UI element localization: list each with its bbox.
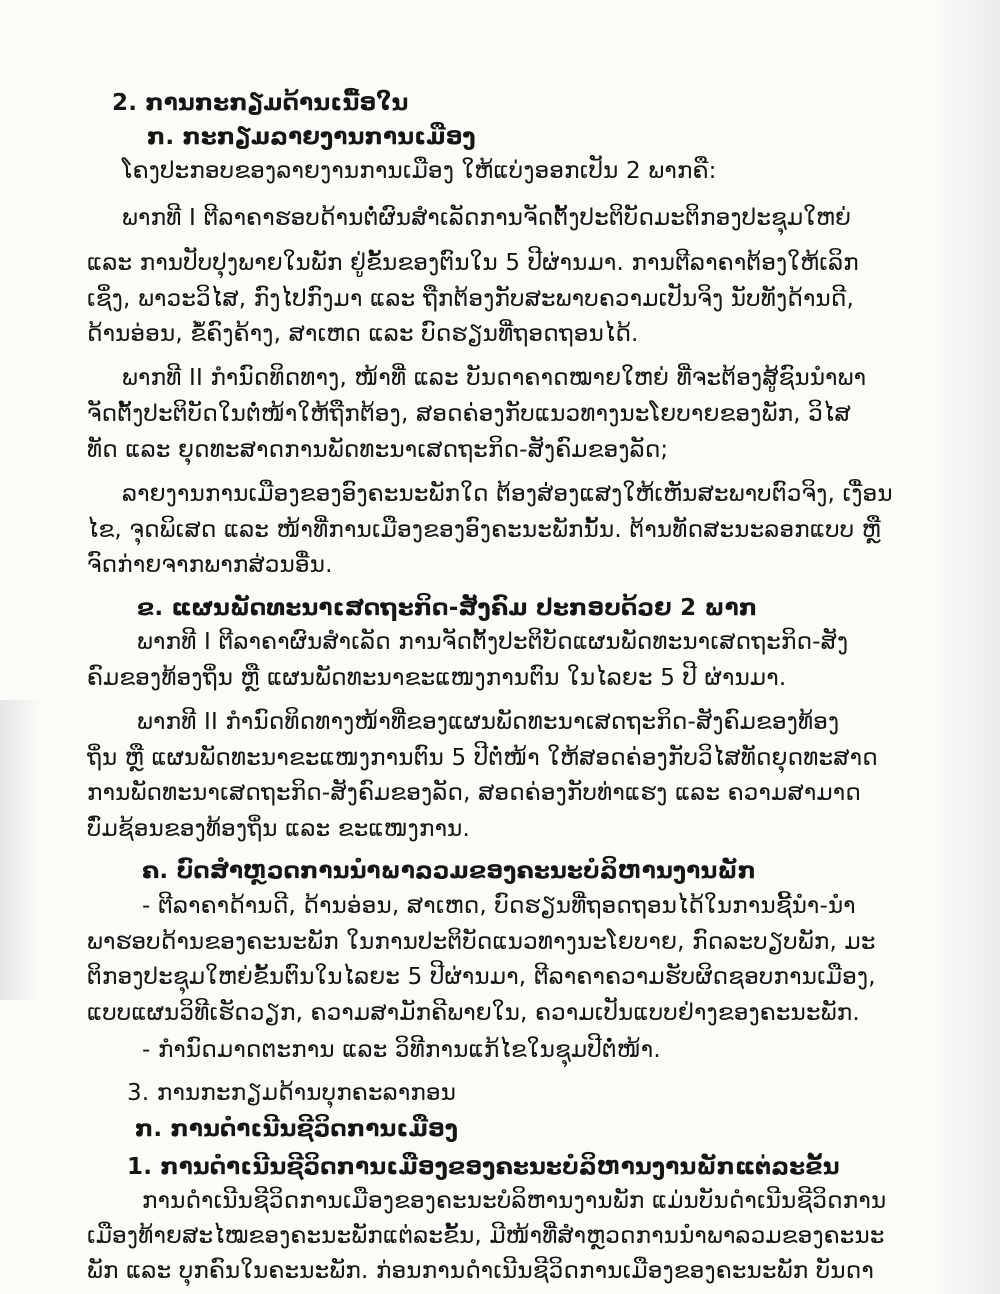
intro-text: ໂຄງປະກອບຂອງລາຍງານການເມືອງ ໃຫ້ແບ່ງອອກເປັນ 2 ພາກຄື: (122, 158, 717, 184)
paragraph-line: ພັກ ແລະ ບຸກຄົນໃນຄະນະພັກ. ກ່ອນການດຳເນີນຊີວິດການເມືອງຂອງຄະນະພັກ ບັນດາ (87, 1258, 874, 1284)
paragraph-line: ຕິກອງປະຊຸມໃຫຍ່ຂັ້ນຕົນໃນໄລຍະ 5 ປີຜ່ານມາ, ຕີລາຄາຄວາມຮັບຜິດຊອບການເມືອງ, (87, 964, 876, 990)
paragraph-line: ຖິ່ນ ຫຼື ແຜນພັດທະນາຂະແໜງການຕົນ 5 ປີຕໍ່ໜ້າ ໃຫ້ສອດຄ່ອງກັບວິໄສທັດຍຸດທະສາດ (87, 745, 878, 771)
paragraph-line: ຈົດກ່າຍຈາກພາກສ່ວນອື່ນ. (87, 552, 333, 578)
paragraph-line: ພາກທີ I ຕີລາຄາຮອບດ້ານຕໍ່ຜົນສຳເລັດການຈັດຕັ້ງປະຕິບັດມະຕິກອງປະຊຸມໃຫຍ່ (122, 205, 852, 231)
paragraph-line: ທັດ ແລະ ຍຸດທະສາດການພັດທະນາເສດຖະກິດ-ສັງຄົມຂອງລັດ; (87, 437, 669, 463)
paragraph-line: ດ້ານອ່ອນ, ຂໍ້ຄົງຄ້າງ, ສາເຫດ ແລະ ບົດຮຽນທີ່ຖອດຖອນໄດ້. (87, 321, 639, 347)
paragraph-line: ພາກທີ II ກຳນົດທິດທາງ, ໜ້າທີ່ ແລະ ບັນດາຄາດໝາຍໃຫຍ່ ທີ່ຈະຕ້ອງສູ້ຊົນນຳພາ (122, 365, 867, 391)
paragraph-line: ເຊິ່ງ, ພາວະວິໄສ, ກົງໄປກົງມາ ແລະ ຖືກຕ້ອງກັບສະພາບຄວາມເປັນຈິງ ນັບທັງດ້ານດີ, (87, 286, 855, 312)
section-3-heading: 3. ການກະກຽມດ້ານບຸກຄະລາກອນ (127, 1080, 457, 1106)
paragraph-line: ແບບແຜນວິທີເຮັດວຽກ, ຄວາມສາມັກຄີພາຍໃນ, ຄວາມເປັນແບບຢ່າງຂອງຄະນະພັກ. (87, 1000, 860, 1026)
paragraph-line: ພາກທີ I ຕີລາຄາຜົນສຳເລັດ ການຈັດຕັ້ງປະຕິບັດແຜນພັດທະນາເສດຖະກິດ-ສັງ (137, 629, 849, 655)
paragraph-line: ຄົມຂອງທ້ອງຖິ່ນ ຫຼື ແຜນພັດທະນາຂະແໜງການຕົນ ໃນໄລຍະ 5 ປີ ຜ່ານມາ. (87, 665, 787, 691)
paragraph-line: ບົ່ມຊ້ອນຂອງທ້ອງຖິ່ນ ແລະ ຂະແໜງການ. (87, 816, 471, 842)
paragraph-line: - ກຳນົດມາດຕະການ ແລະ ວິທີການແກ້ໄຂໃນຊຸມປີຕໍ່ໜ້າ. (142, 1037, 661, 1063)
subsection-ka-heading: ກ. ກະກຽມລາຍງານການເມືອງ (147, 124, 476, 150)
paragraph-line: ການພັດທະນາເສດຖະກິດ-ສັງຄົມຂອງລັດ, ສອດຄ່ອງກັບທ່າແຮງ ແລະ ຄວາມສາມາດ (87, 780, 861, 806)
paragraph-line: ໄຂ, ຈຸດພິເສດ ແລະ ໜ້າທີ່ການເມືອງຂອງອົງຄະນະພັກນັ້ນ. ຕ້ານທັດສະນະລອກແບບ ຫຼື (87, 517, 881, 543)
paragraph-line: ພາກທີ II ກຳນົດທິດທາງໜ້າທີ່ຂອງແຜນພັດທະນາເສດຖະກິດ-ສັງຄົມຂອງທ້ອງ (137, 709, 840, 735)
subsection-3-ka-heading: ກ. ການດຳເນີນຊີວິດການເມືອງ (135, 1116, 459, 1142)
paragraph-line: ເມືອງທ້າຍສະໄໝຂອງຄະນະພັກແຕ່ລະຂັ້ນ, ມີໜ້າທີ່ສຳຫຼວດການນຳພາລວມຂອງຄະນະ (87, 1223, 885, 1249)
subsection-3-1-heading: 1. ການດຳເນີນຊີວິດການເມືອງຂອງຄະນະບໍລິຫານງານພັກແຕ່ລະຂັ້ນ (127, 1154, 840, 1180)
subsection-kho-heading: ຂ. ແຜນພັດທະນາເສດຖະກິດ-ສັງຄົມ ປະກອບດ້ວຍ 2 ພາກ (137, 595, 758, 621)
paragraph-line: ລາຍງານການເມືອງຂອງອົງຄະນະພັກໃດ ຕ້ອງສ່ອງແສງໃຫ້ເຫັນສະພາບຕົວຈິງ, ເງື່ອນ (122, 481, 893, 507)
subsection-kho2-heading: ຄ. ບົດສຳຫຼວດການນຳພາລວມຂອງຄະນະບໍລິຫານງານພັກ (142, 858, 756, 884)
paragraph-line: ຈັດຕັ້ງປະຕິບັດໃນຕໍ່ໜ້າໃຫ້ຖືກຕ້ອງ, ສອດຄ່ອງກັບແນວທາງນະໂຍບາຍຂອງພັກ, ວິໄສ (87, 401, 851, 427)
paragraph-line: ພາຮອບດ້ານຂອງຄະນະພັກ ໃນການປະຕິບັດແນວທາງນະໂຍບາຍ, ກົດລະບຽບພັກ, ມະ (87, 929, 876, 955)
section-2-heading: 2. ການກະກຽມດ້ານເນື້ອໃນ (112, 90, 409, 116)
paragraph-line: - ຕີລາຄາດ້ານດີ, ດ້ານອ່ອນ, ສາເຫດ, ບົດຮຽນທີ່ຖອດຖອນໄດ້ໃນການຊີ້ນຳ-ນຳ (142, 893, 856, 919)
paragraph-line: ແລະ ການປັບປຸງພາຍໃນພັກ ຢູ່ຂັ້ນຂອງຕົນໃນ 5 ປີຜ່ານມາ. ການຕີລາຄາຕ້ອງໃຫ້ເລິກ (87, 250, 859, 276)
paragraph-line: ການດຳເນີນຊີວິດການເມືອງຂອງຄະນະບໍລິຫານງານພັກ ແມ່ນບັນດຳເນີນຊີວິດການ (142, 1188, 887, 1214)
